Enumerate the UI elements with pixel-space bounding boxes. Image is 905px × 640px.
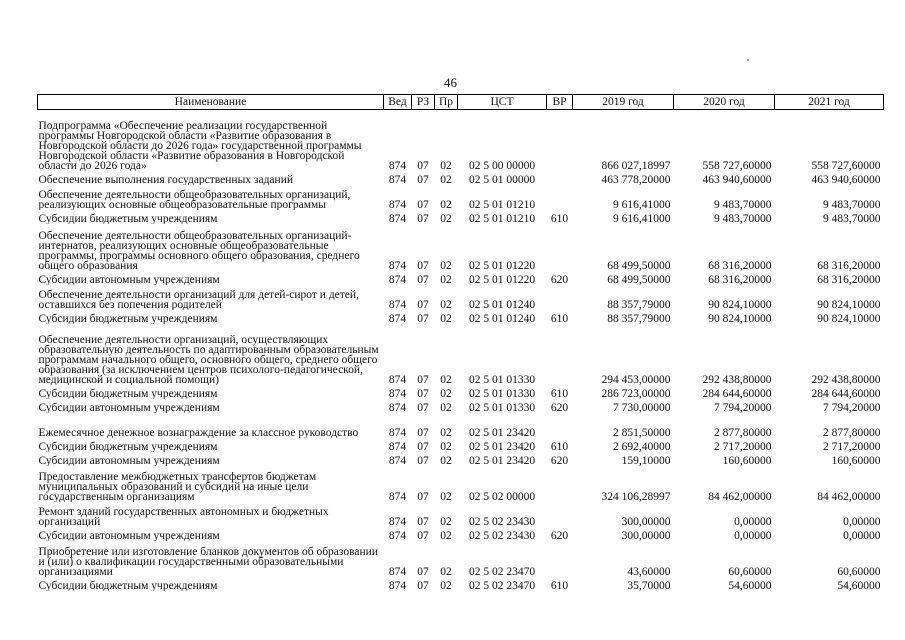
cell-rz: 07: [417, 426, 429, 438]
cell-2020: 68 316,20000: [708, 259, 772, 271]
cell-name: Субсидии бюджетным учреждениям: [38, 387, 218, 399]
cell-rz: 07: [417, 212, 429, 224]
scan-speck: [747, 59, 749, 61]
cell-2019: 7 730,00000: [613, 401, 671, 413]
cell-2020: 54,60000: [728, 579, 772, 591]
header-vr: ВР: [547, 95, 573, 110]
table-row: [38, 185, 884, 210]
cell-name: Обеспечение выполнения государственных заданий: [38, 173, 293, 185]
table-body: [38, 110, 884, 591]
cell-cst: 02 5 01 01220: [468, 259, 536, 271]
cell-2020: 463 940,60000: [702, 173, 772, 185]
header-cst: ЦСТ: [458, 95, 547, 110]
cell-2019: 300,00000: [621, 529, 671, 541]
cell-cst: 02 5 02 23470: [468, 565, 536, 577]
cell-2021: 284 644,60000: [811, 387, 881, 399]
cell-2019: 9 616,41000: [613, 212, 671, 224]
cell-2021: 2 717,20000: [823, 440, 881, 452]
cell-ved: 874: [388, 259, 407, 271]
cell-pr: 02: [440, 198, 452, 210]
cell-vr: 610: [550, 312, 569, 324]
cell-cst: 02 5 01 01220: [468, 273, 536, 285]
cell-2019: 286 723,00000: [601, 387, 671, 399]
cell-pr: 02: [440, 515, 452, 527]
cell-2021: 9 483,70000: [823, 212, 881, 224]
cell-cst: 02 5 01 01210: [468, 212, 536, 224]
cell-vr: 610: [550, 387, 569, 399]
header-2019: 2019 год: [573, 95, 674, 110]
table-row: [38, 438, 884, 452]
table-row: [38, 171, 884, 185]
cell-name: Обеспечение деятельности организаций для детей-сирот и детей, оставшихся без попечения родителей: [38, 288, 359, 310]
cell-rz: 07: [417, 490, 429, 502]
cell-2019: 294 453,00000: [601, 373, 671, 385]
cell-2019: 88 357,79000: [607, 298, 671, 310]
cell-2021: 0,00000: [843, 529, 881, 541]
cell-pr: 02: [440, 173, 452, 185]
cell-pr: 02: [440, 387, 452, 399]
cell-ved: 874: [388, 373, 407, 385]
cell-2020: 60,60000: [728, 565, 772, 577]
cell-2020: 284 644,60000: [702, 387, 772, 399]
cell-pr: 02: [440, 565, 452, 577]
cell-rz: 07: [417, 387, 429, 399]
cell-ved: 874: [388, 529, 407, 541]
cell-pr: 02: [440, 490, 452, 502]
table-row: [38, 413, 884, 438]
table-row: [38, 224, 884, 271]
cell-name: Субсидии бюджетным учреждениям: [38, 579, 218, 591]
cell-2021: 463 940,60000: [811, 173, 881, 185]
cell-2021: 558 727,60000: [811, 159, 881, 171]
cell-ved: 874: [388, 173, 407, 185]
cell-rz: 07: [417, 401, 429, 413]
cell-2021: 90 824,10000: [817, 298, 881, 310]
cell-2020: 90 824,10000: [708, 312, 772, 324]
cell-2020: 0,00000: [734, 529, 772, 541]
cell-vr: 620: [550, 273, 569, 285]
cell-2021: 60,60000: [837, 565, 881, 577]
cell-rz: 07: [417, 159, 429, 171]
cell-2021: 7 794,20000: [823, 401, 881, 413]
cell-2021: 68 316,20000: [817, 273, 881, 285]
header-name: Наименование: [38, 95, 384, 110]
cell-cst: 02 5 01 01330: [468, 387, 536, 399]
cell-cst: 02 5 01 01240: [468, 298, 536, 310]
page-number: 46: [444, 75, 457, 90]
cell-ved: 874: [388, 387, 407, 399]
cell-2020: 2 877,80000: [714, 426, 772, 438]
cell-name: Ежемесячное денежное вознаграждение за классное руководство: [38, 426, 359, 438]
table-row: [38, 541, 884, 577]
cell-ved: 874: [388, 401, 407, 413]
cell-vr: [547, 413, 573, 438]
cell-rz: 07: [417, 198, 429, 210]
cell-name: Обеспечение деятельности организаций, осуществляющих образовательную деятельность по адаптированным образовательным программам начального общего, основного общего, среднего общего образования (за исключением центров психолого-педагогической, медицинской и социальной помощи): [38, 333, 379, 385]
cell-2020: 292 438,80000: [702, 373, 772, 385]
cell-rz: 07: [417, 529, 429, 541]
cell-pr: 02: [440, 273, 452, 285]
cell-rz: 07: [417, 565, 429, 577]
cell-2020: 9 483,70000: [714, 212, 772, 224]
header-2021: 2021 год: [775, 95, 884, 110]
cell-2020: 84 462,00000: [708, 490, 772, 502]
cell-vr: [547, 171, 573, 185]
cell-rz: 07: [417, 312, 429, 324]
cell-pr: 02: [440, 426, 452, 438]
table-row: [38, 210, 884, 224]
cell-2019: 35,70000: [627, 579, 671, 591]
table-row: [38, 452, 884, 466]
cell-vr: [547, 541, 573, 577]
cell-2021: 90 824,10000: [817, 312, 881, 324]
cell-2020: 90 824,10000: [708, 298, 772, 310]
cell-cst: 02 5 02 23430: [468, 529, 536, 541]
cell-name: Субсидии бюджетным учреждениям: [38, 312, 218, 324]
cell-ved: 874: [388, 565, 407, 577]
cell-vr: [547, 324, 573, 385]
cell-cst: 02 5 01 01210: [468, 198, 536, 210]
table-header-row: [38, 95, 884, 110]
cell-2019: 2 851,50000: [613, 426, 671, 438]
cell-name: Подпрограмма «Обеспечение реализации государственной программы Новгородской области «Развитие образования в Новгородской области до 2026 года» государственной программы Новгородской области «Развитие образования в Новгородской области до 2026 года»: [38, 119, 362, 171]
cell-pr: 02: [440, 312, 452, 324]
cell-2019: 300,00000: [621, 515, 671, 527]
cell-cst: 02 5 01 01330: [468, 401, 536, 413]
cell-vr: 620: [550, 401, 569, 413]
table-row: [38, 310, 884, 324]
header-pr: Пр: [435, 95, 458, 110]
table-row: [38, 285, 884, 310]
cell-2019: 866 027,18997: [601, 159, 671, 171]
cell-ved: 874: [388, 298, 407, 310]
table-row: [38, 110, 884, 171]
cell-name: Субсидии автономным учреждениям: [38, 273, 220, 285]
table-row: [38, 466, 884, 502]
cell-pr: 02: [440, 401, 452, 413]
cell-ved: 874: [388, 490, 407, 502]
cell-vr: 610: [550, 212, 569, 224]
cell-vr: 620: [550, 454, 569, 466]
cell-cst: 02 5 01 01330: [468, 373, 536, 385]
cell-pr: 02: [440, 298, 452, 310]
cell-vr: [547, 185, 573, 210]
cell-ved: 874: [388, 212, 407, 224]
cell-vr: [547, 466, 573, 502]
cell-2019: 88 357,79000: [607, 312, 671, 324]
cell-2021: 68 316,20000: [817, 259, 881, 271]
cell-ved: 874: [388, 579, 407, 591]
cell-rz: 07: [417, 440, 429, 452]
cell-2019: 43,60000: [627, 565, 671, 577]
cell-vr: [547, 110, 573, 171]
cell-name: Обеспечение деятельности общеобразовательных организаций, реализующих основные общеобразовательные программы: [38, 188, 351, 210]
header-ved: Вед: [384, 95, 412, 110]
cell-name: Обеспечение деятельности общеобразовательных организаций-интернатов, реализующих основные общеобразовательные программы, программы основного общего образования, среднего общего образования: [38, 229, 360, 271]
cell-2019: 159,10000: [621, 454, 671, 466]
cell-vr: [547, 285, 573, 310]
cell-cst: 02 5 01 01240: [468, 312, 536, 324]
cell-2019: 9 616,41000: [613, 198, 671, 210]
header-rz: РЗ: [412, 95, 435, 110]
table-row: [38, 324, 884, 385]
cell-2019: 324 106,28997: [601, 490, 671, 502]
cell-ved: 874: [388, 159, 407, 171]
cell-2021: 0,00000: [843, 515, 881, 527]
cell-rz: 07: [417, 373, 429, 385]
cell-ved: 874: [388, 273, 407, 285]
cell-2021: 292 438,80000: [811, 373, 881, 385]
cell-cst: 02 5 00 00000: [468, 159, 536, 171]
table-row: [38, 577, 884, 591]
cell-cst: 02 5 02 23430: [468, 515, 536, 527]
cell-pr: 02: [440, 212, 452, 224]
cell-rz: 07: [417, 298, 429, 310]
table-row: [38, 385, 884, 399]
cell-name: Субсидии автономным учреждениям: [38, 401, 220, 413]
cell-cst: 02 5 01 23420: [468, 454, 536, 466]
cell-2021: 84 462,00000: [817, 490, 881, 502]
cell-ved: 874: [388, 515, 407, 527]
cell-cst: 02 5 01 23420: [468, 426, 536, 438]
cell-pr: 02: [440, 159, 452, 171]
cell-cst: 02 5 02 23470: [468, 579, 536, 591]
cell-2020: 68 316,20000: [708, 273, 772, 285]
cell-pr: 02: [440, 579, 452, 591]
cell-2021: 9 483,70000: [823, 198, 881, 210]
table-row: [38, 527, 884, 541]
cell-pr: 02: [440, 529, 452, 541]
cell-rz: 07: [417, 273, 429, 285]
cell-2021: 2 877,80000: [823, 426, 881, 438]
cell-name: Субсидии автономным учреждениям: [38, 529, 220, 541]
cell-2021: 160,60000: [831, 454, 881, 466]
table-row: [38, 502, 884, 527]
cell-cst: 02 5 02 00000: [468, 490, 536, 502]
cell-pr: 02: [440, 259, 452, 271]
cell-pr: 02: [440, 440, 452, 452]
cell-vr: 620: [550, 529, 569, 541]
cell-2019: 463 778,20000: [601, 173, 671, 185]
cell-vr: 610: [550, 440, 569, 452]
budget-table: [37, 94, 884, 591]
cell-vr: [547, 224, 573, 271]
cell-2020: 9 483,70000: [714, 198, 772, 210]
cell-rz: 07: [417, 173, 429, 185]
header-2020: 2020 год: [674, 95, 775, 110]
cell-2020: 160,60000: [722, 454, 772, 466]
cell-2019: 2 692,40000: [613, 440, 671, 452]
cell-name: Приобретение или изготовление бланков документов об образовании и (или) о квалификации государственными образовательными организациями: [38, 545, 378, 577]
cell-ved: 874: [388, 198, 407, 210]
cell-2020: 0,00000: [734, 515, 772, 527]
cell-name: Субсидии бюджетным учреждениям: [38, 212, 218, 224]
cell-ved: 874: [388, 454, 407, 466]
cell-vr: 610: [550, 579, 569, 591]
cell-2021: 54,60000: [837, 579, 881, 591]
cell-pr: 02: [440, 373, 452, 385]
cell-rz: 07: [417, 579, 429, 591]
cell-name: Ремонт зданий государственных автономных и бюджетных организаций: [38, 505, 329, 527]
cell-2020: 558 727,60000: [702, 159, 772, 171]
cell-rz: 07: [417, 259, 429, 271]
cell-2019: 68 499,50000: [607, 273, 671, 285]
cell-pr: 02: [440, 454, 452, 466]
cell-cst: 02 5 01 23420: [468, 440, 536, 452]
cell-rz: 07: [417, 515, 429, 527]
cell-name: Предоставление межбюджетных трансфертов бюджетам муниципальных образований и субсидий на иные цели государственным организациям: [38, 470, 317, 502]
cell-rz: 07: [417, 454, 429, 466]
cell-ved: 874: [388, 312, 407, 324]
cell-ved: 874: [388, 426, 407, 438]
table-row: [38, 399, 884, 413]
cell-vr: [547, 502, 573, 527]
cell-name: Субсидии автономным учреждениям: [38, 454, 220, 466]
cell-cst: 02 5 01 00000: [468, 173, 536, 185]
cell-2020: 2 717,20000: [714, 440, 772, 452]
cell-ved: 874: [388, 440, 407, 452]
cell-2020: 7 794,20000: [714, 401, 772, 413]
cell-2019: 68 499,50000: [607, 259, 671, 271]
cell-name: Субсидии бюджетным учреждениям: [38, 440, 218, 452]
table-row: [38, 271, 884, 285]
